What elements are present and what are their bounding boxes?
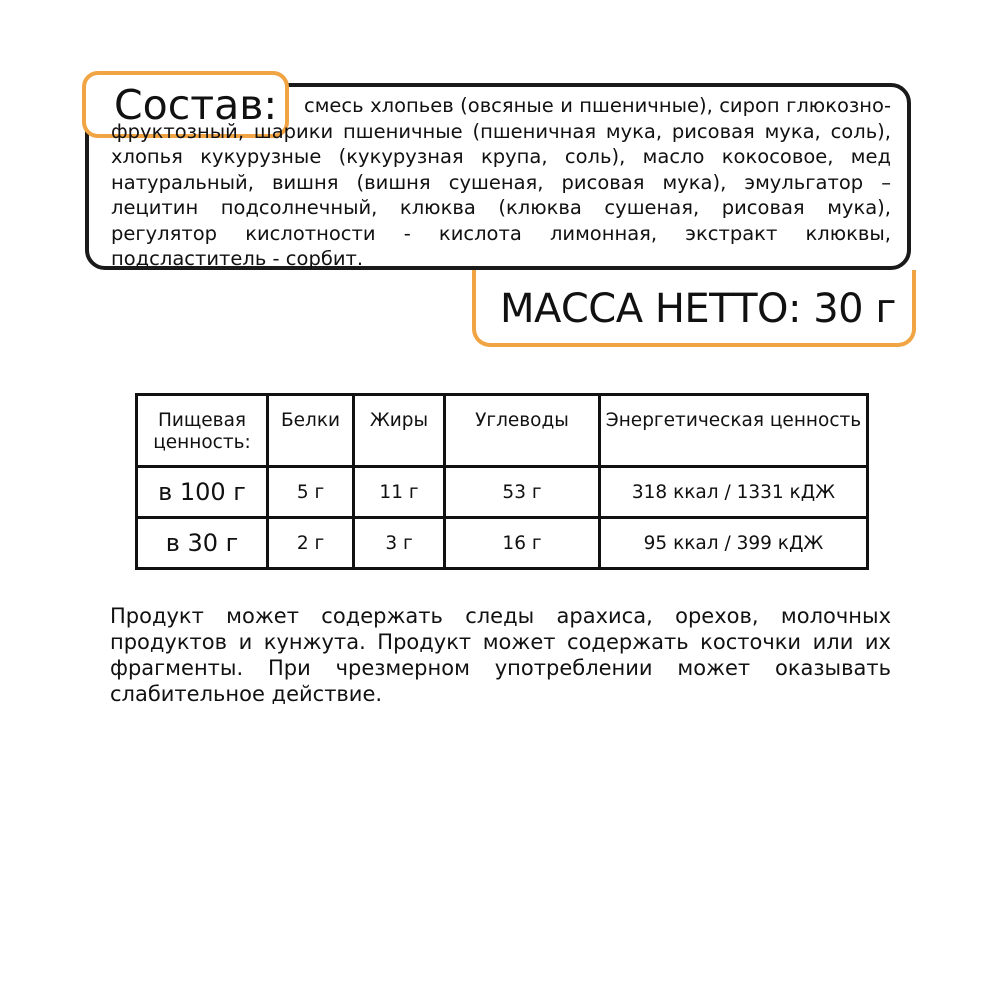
header-energy: Энергетическая ценность [600,395,868,467]
header-protein: Белки [268,395,354,467]
table-row [137,518,868,569]
composition-text: смесь хлопьев (овсяные и пшеничные), сироп глюкозно-фруктозный, шарики пшеничные (пшеничная мука, рисовая мука, соль), хлопья кукурузные (кукурузная крупа, соль), масло кокосовое, мед натуральный, вишня (вишня сушеная, рисовая мука), эмульгатор – лецитин подсолнечный, клюква (клюква сушеная, рисовая мука), регулятор кислотности - кислота лимонная, экстракт клюквы, подсластитель - сорбит. [111,94,891,270]
row-label-30g: в 30 г [137,518,268,569]
cell-protein-100g: 5 г [268,467,354,518]
table-header-row [137,395,868,467]
cell-protein-30g: 2 г [268,518,354,569]
header-carbs: Углеводы [445,395,600,467]
table-row [137,467,868,518]
header-nutrition-value: Пищевая ценность: [137,395,268,467]
header-fat: Жиры [354,395,445,467]
nutrition-table [135,393,869,570]
cell-energy-100g: 318 ккал / 1331 кДЖ [600,467,868,518]
cell-carbs-30g: 16 г [445,518,600,569]
cell-carbs-100g: 53 г [445,467,600,518]
net-weight-text: МАССА НЕТТО: 30 г [500,286,896,332]
cell-fat-100g: 11 г [354,467,445,518]
allergen-warning: Продукт может содержать следы арахиса, орехов, молочных продуктов и кунжута. Продукт может содержать косточки или их фрагменты. При чрезмерном употреблении может оказывать слабительное действие. [110,604,891,706]
row-label-100g: в 100 г [137,467,268,518]
cell-energy-30g: 95 ккал / 399 кДЖ [600,518,868,569]
cell-fat-30g: 3 г [354,518,445,569]
composition-label: Состав: [114,81,278,129]
